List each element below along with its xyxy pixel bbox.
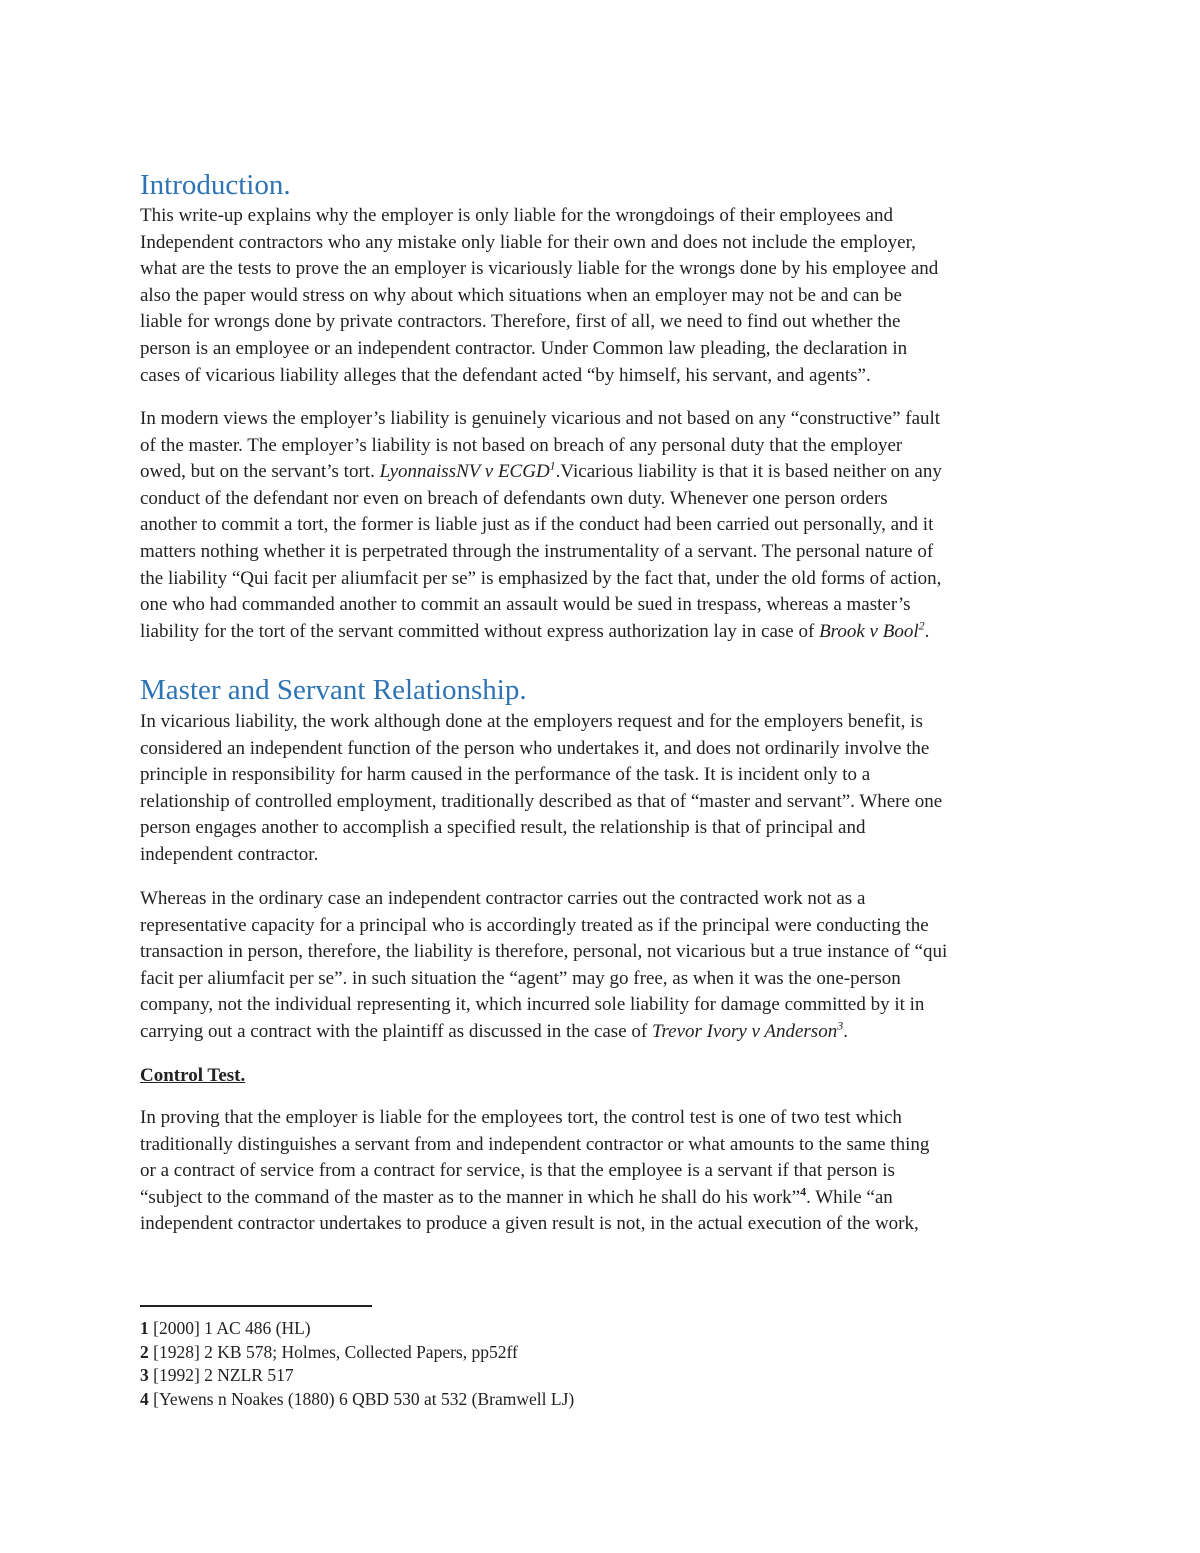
text-line: of the master. The employer’s liability is not based on breach of any personal duty that the employer (140, 434, 903, 456)
text-run: owed, but on the servant’s tort. (140, 461, 380, 483)
footnote-text: [1928] 2 KB 578; Holmes, Collected Papers, pp52ff (148, 1341, 518, 1362)
footnote (140, 1341, 574, 1365)
text-line: cases of vicarious liability alleges that the defendant acted “by himself, his servant, and agents”. (140, 364, 871, 386)
master-servant-paragraph-2 (140, 886, 1065, 1046)
text-run: carrying out a contract with the plaintiff as discussed in the case of (140, 1020, 652, 1042)
footnote-separator (140, 1305, 372, 1307)
footnote (140, 1388, 574, 1412)
text-line: one who had commanded another to commit an assault would be sued in trespass, whereas a master’s (140, 594, 911, 616)
footnote-ref-4[interactable]: 4 (800, 1184, 807, 1199)
text-line: another to commit a tort, the former is liable just as if the conduct had been carried out personally, and it (140, 514, 934, 536)
text-run: . (924, 620, 930, 642)
footnotes (140, 1317, 574, 1411)
text-line: independent contractor undertakes to produce a given result is not, in the actual execution of the work, (140, 1213, 919, 1235)
text-line (140, 1019, 1065, 1046)
text-run: . (843, 1020, 848, 1042)
text-line: This write-up explains why the employer is only liable for the wrongdoings of their employees and (140, 205, 893, 226)
text-line: Whereas in the ordinary case an independent contractor carries out the contracted work not as a (140, 888, 866, 909)
intro-paragraph-1 (140, 203, 1065, 389)
subheading-control-test: Control Test. (140, 1065, 246, 1086)
footnote-ref-3[interactable]: 3 (837, 1018, 844, 1033)
text-line: or a contract of service from a contract for service, is that the employee is a servant if that person is (140, 1160, 895, 1182)
text-line: In proving that the employer is liable for the employees tort, the control test is one of two test which (140, 1107, 902, 1128)
text-line: In vicarious liability, the work although done at the employers request and for the employers benefit, is (140, 711, 923, 732)
heading-introduction: Introduction. (140, 169, 291, 201)
text-line: independent contractor. (140, 843, 319, 865)
text-line: matters nothing whether it is perpetrated through the instrumentality of a servant. The personal nature of (140, 540, 934, 562)
text-line (140, 459, 1065, 486)
text-line (140, 1185, 1065, 1212)
text-line: conduct of the defendant nor even on breach of defendants own duty. Whenever one person orders (140, 487, 888, 509)
text-run: “subject to the command of the master as to the manner in which he shall do his work” (140, 1186, 801, 1208)
text-line: In modern views the employer’s liability is genuinely vicarious and not based on any “constructive” fault (140, 408, 941, 429)
footnote-number: 2 (140, 1341, 149, 1362)
text-line: relationship of controlled employment, traditionally described as that of “master and servant”. Where one (140, 790, 943, 812)
footnote (140, 1317, 574, 1341)
text-line: Independent contractors who any mistake only liable for their own and does not include the employer, (140, 231, 916, 253)
text-line: liable for wrongs done by private contractors. Therefore, first of all, we need to find out whether the (140, 311, 901, 333)
text-run: . While “an (806, 1186, 893, 1208)
footnote-number: 1 (140, 1318, 149, 1338)
footnote-ref-2[interactable]: 2 (918, 618, 925, 633)
control-test-paragraph (140, 1105, 1065, 1238)
text-line: principle in responsibility for harm caused in the performance of the task. It is incident only to a (140, 764, 871, 786)
text-line: person engages another to accomplish a specified result, the relationship is that of principal and (140, 817, 866, 839)
case-citation: Trevor Ivory v Anderson (651, 1020, 838, 1042)
case-citation: Brook v Bool (819, 620, 919, 642)
text-line: traditionally distinguishes a servant from and independent contractor or what amounts to the same thing (140, 1133, 930, 1155)
text-line (140, 619, 1065, 646)
text-run: liability for the tort of the servant committed without express authorization lay in case of (140, 620, 820, 642)
case-citation: LyonnaissNV v ECGD (379, 461, 550, 483)
footnote-text: [Yewens n Noakes (1880) 6 QBD 530 at 532 (Bramwell LJ) (148, 1388, 575, 1409)
text-line: considered an independent function of the person who undertakes it, and does not ordinarily involve the (140, 737, 930, 759)
text-line: representative capacity for a principal who is accordingly treated as if the principal were conducting the (140, 914, 929, 936)
text-run: .Vicarious liability is that it is based neither on any (555, 461, 942, 483)
footnote-ref-1[interactable]: 1 (549, 458, 556, 473)
intro-paragraph-2 (140, 406, 1065, 645)
text-line: also the paper would stress on why about which situations when an employer may not be and can be (140, 284, 902, 306)
text-line: person is an employee or an independent contractor. Under Common law pleading, the declaration in (140, 337, 908, 359)
text-line: transaction in person, therefore, the liability is therefore, personal, not vicarious but a true instance of “qui (140, 941, 948, 963)
text-line: company, not the individual representing it, which incurred sole liability for damage committed by it in (140, 994, 925, 1016)
text-line: what are the tests to prove the an employer is vicariously liable for the wrongs done by his employee and (140, 258, 939, 280)
heading-master-servant: Master and Servant Relationship. (140, 674, 527, 706)
text-line: facit per aliumfacit per se”. in such situation the “agent” may go free, as when it was the one-person (140, 967, 901, 989)
footnote-text: [1992] 2 NZLR 517 (148, 1365, 294, 1385)
footnote (140, 1364, 574, 1388)
text-line: the liability “Qui facit per aliumfacit per se” is emphasized by the fact that, under the old forms of action, (140, 567, 942, 589)
footnote-number: 4 (140, 1388, 149, 1409)
footnote-text: [2000] 1 AC 486 (HL) (148, 1318, 311, 1338)
footnote-number: 3 (140, 1365, 149, 1385)
master-servant-paragraph-1 (140, 709, 1065, 869)
